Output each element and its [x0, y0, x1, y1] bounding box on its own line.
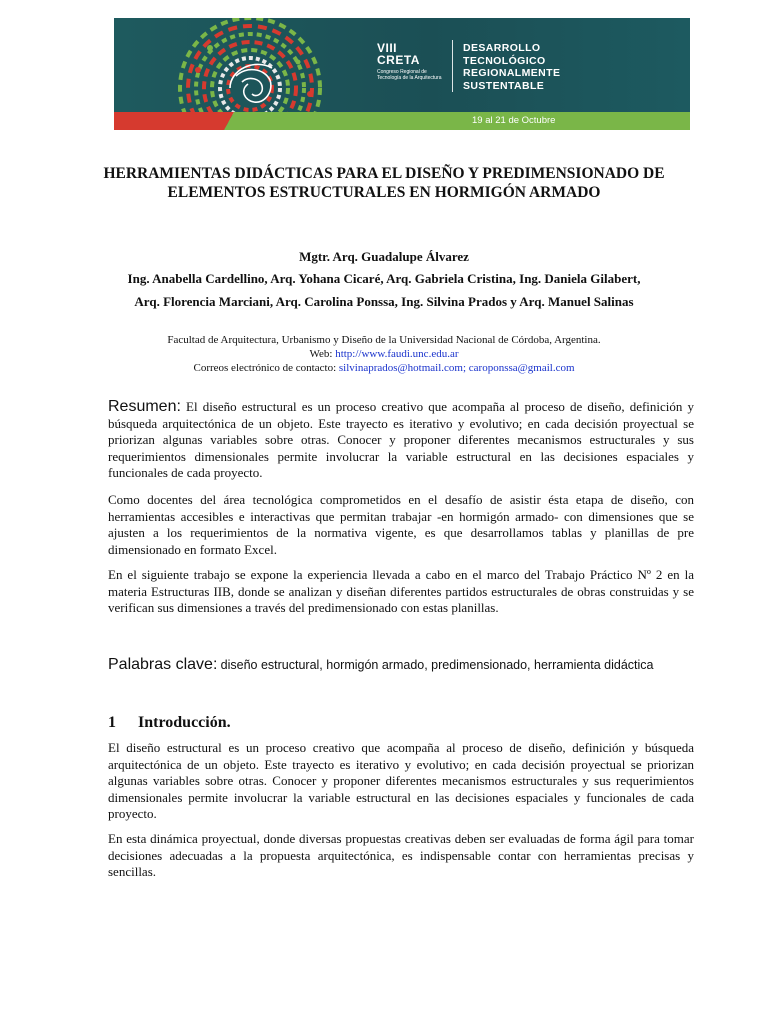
keywords-text: diseño estructural, hormigón armado, predimensionado, herramienta didáctica: [220, 658, 654, 672]
web-line: [100, 347, 668, 361]
tagline-line: SUSTENTABLE: [463, 79, 545, 92]
abstract-label: Resumen:: [108, 398, 181, 415]
contact-label: Correos electrónico de contacto:: [193, 362, 337, 374]
banner-tagline: [463, 42, 560, 92]
affiliation-text: Facultad de Arquitectura, Urbanismo y Diseño de la Universidad Nacional de Córdoba, Argentina.: [167, 334, 601, 346]
section-title: Introducción.: [138, 714, 231, 731]
abstract-paragraph-2: Como docentes del área tecnológica comprometidos en el desafío de asistir ésta etapa de diseño, con herramientas accesibles e interactivas que permitan trabajar -en hormigón armado- con dimensiones que se ajusten a los requerimientos de la normativa vigente, es que desarrollamos tablas y planillas de pre dimensionado en formato Excel.: [108, 492, 694, 557]
creta-name: CRETA: [377, 53, 420, 67]
abstract-text: El diseño estructural es un proceso creativo que acompaña al proceso de diseño, definición y búsqueda arquitectónica de un objeto. Este trayecto es iterativo y evolutivo; en cada decisión proyectual se priorizan algunas variables sobre otras. Conocer y proponer diferentes mecanismos estructurales y sus requerimientos dimensionales permite involucrar la variable estructural en las decisiones espaciales y funcionales de cada proyecto.: [108, 399, 695, 481]
conference-banner: [114, 18, 690, 130]
web-link[interactable]: http://www.faudi.unc.edu.ar: [335, 348, 459, 360]
abstract-paragraph-3: En el siguiente trabajo se expone la experiencia llevada a cabo en el marco del Trabajo Práctico Nº 2 en la materia Estructuras IIB, donde se analizan y diseñan diferentes partidos estructurales de obras construidas y se verifican sus dimensiones a través del predimensionado con estas planillas.: [108, 567, 694, 616]
banner-divider: [452, 40, 453, 92]
abstract-paragraph-1: [108, 399, 694, 482]
web-label: Web:: [309, 348, 333, 360]
tagline-line: TECNOLÓGICO: [463, 54, 546, 67]
section-heading: [108, 713, 231, 733]
contact-emails[interactable]: silvinaprados@hotmail.com; caroponssa@gmail.com: [338, 362, 575, 374]
banner-date-bar: [114, 112, 690, 130]
keywords-paragraph: [108, 657, 694, 674]
conference-dates: 19 al 21 de Octubre: [472, 115, 556, 126]
tagline-line: DESARROLLO: [463, 42, 541, 54]
keywords-label: Palabras clave:: [108, 656, 218, 673]
intro-paragraph-1: El diseño estructural es un proceso creativo que acompaña al proceso de diseño, definición y búsqueda arquitectónica de un objeto. Este trayecto es iterativo y evolutivo; en cada decisión proyectual se priorizan algunas variables sobre otras. Conocer y proponer diferentes mecanismos estructurales y sus requerimientos dimensionales permite involucrar la variable estructural en las decisiones espaciales y funcionales de cada proyecto.: [108, 740, 694, 822]
section-number: 1: [108, 714, 116, 731]
creta-edition: VIII: [377, 41, 398, 55]
affiliation-block: [100, 333, 668, 375]
intro-paragraph-2: En esta dinámica proyectual, donde diversas propuestas creativas deben ser evaluadas de forma ágil para tomar decisiones adecuadas a la propuesta arquitectónica, es indispensable contar con herramientas precisas y sencillas.: [108, 831, 694, 880]
date-bar-graphic: [114, 112, 690, 130]
paper-title: HERRAMIENTAS DIDÁCTICAS PARA EL DISEÑO Y PREDIMENSIONADO DE ELEMENTOS ESTRUCTURALES EN HORMIGÓN ARMADO: [103, 165, 665, 201]
contact-line: [100, 361, 668, 375]
tagline-line: REGIONALMENTE: [463, 67, 561, 79]
coauthors: Ing. Anabella Cardellino, Arq. Yohana Cicaré, Arq. Gabriela Cristina, Ing. Daniela Gilabert, Arq. Florencia Marciani, Arq. Carolina Ponssa, Ing. Silvina Prados y Arq. Manuel Salinas: [127, 271, 641, 309]
creta-subtitle: Congreso Regional de Tecnología de la Arquitectura: [377, 69, 442, 81]
creta-block: [377, 42, 447, 81]
main-author: Mgtr. Arq. Guadalupe Álvarez: [299, 249, 469, 264]
